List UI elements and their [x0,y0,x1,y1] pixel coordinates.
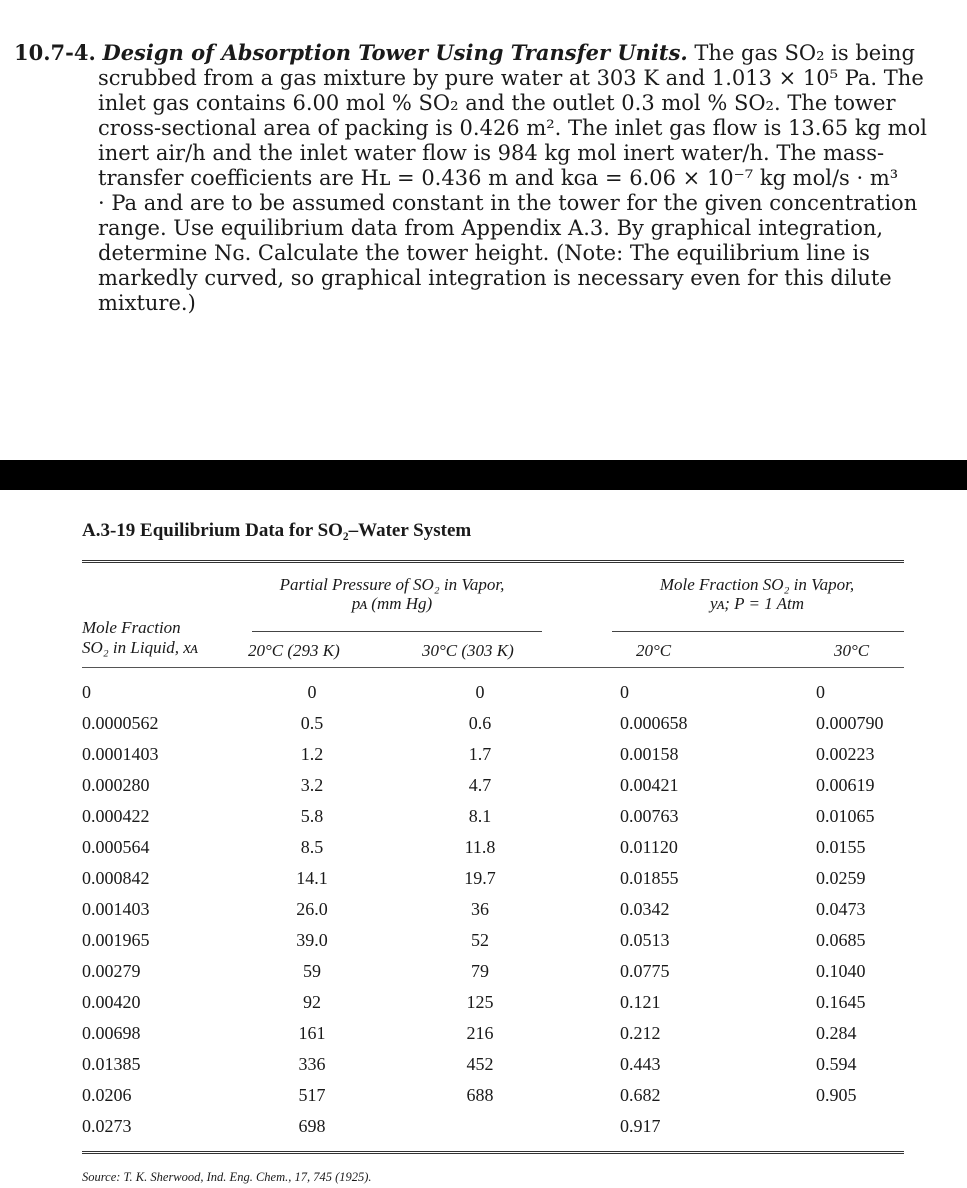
table-source: Source: T. K. Sherwood, Ind. Eng. Chem., 17, 745 (1925). [82,1170,372,1184]
table-cell: 0.0000562 [82,713,159,733]
header-liquid-line2: SO₂ in Liquid, xᴀ [82,638,198,657]
table-cell: 8.5 [300,837,324,857]
table-cell: 0.917 [620,1116,661,1136]
header-mf-30c: 30°C [834,641,870,660]
table-cell: 0.0513 [620,930,670,950]
table-cell: 0.0259 [816,868,866,888]
table-cell: 0.0342 [620,899,670,919]
table-cell: 36 [471,899,489,919]
table-cell: 39.0 [296,930,328,950]
header-pp-group-line1: Partial Pressure of SO₂ in Vapor, [279,575,505,594]
table-cell: 0.594 [816,1054,857,1074]
table-cell: 0.00619 [816,775,875,795]
table-cell: 0 [475,682,485,702]
table-cell: 0.0473 [816,899,866,919]
table-cell: 0.682 [620,1085,661,1105]
table-row [82,926,904,957]
problem-text-line: range. Use equilibrium data from Appendix A.3. By graphical integration, [98,216,884,240]
black-divider-band [0,460,967,490]
table-cell: 0.00420 [82,992,141,1012]
table-cell: 79 [471,961,489,981]
problem-body [14,66,949,316]
problem-text-line: scrubbed from a gas mixture by pure water at 303 K and 1.013 × 10⁵ Pa. The [98,66,924,90]
table-cell: 125 [466,992,494,1012]
table-row [82,1112,904,1143]
table-cell: 0.443 [620,1054,661,1074]
table-cell: 0.01855 [620,868,679,888]
table-row [82,864,904,895]
table-cell: 0.000790 [816,713,884,733]
table-cell: 0 [307,682,317,702]
table-cell: 0.0206 [82,1085,132,1105]
table-row [82,833,904,864]
table-cell: 0.0273 [82,1116,132,1136]
problem-text-line: mixture.) [98,291,196,315]
table-cell: 0.001403 [82,899,150,919]
table-cell: 0.01385 [82,1054,141,1074]
table-header-rule [82,667,904,668]
table-cell: 0.1645 [816,992,866,1012]
table-cell: 0.01120 [620,837,678,857]
table-cell: 0.212 [620,1023,661,1043]
table-cell: 0.00223 [816,744,875,764]
problem-text-line: determine Nɢ. Calculate the tower height. (Note: The equilibrium line is [98,241,870,265]
table-row [82,709,904,740]
header-mf-20c: 20°C [636,641,672,660]
table-cell: 517 [298,1085,326,1105]
header-liquid-line1: Mole Fraction [82,618,181,637]
table-cell: 1.2 [300,744,324,764]
table-cell: 0.5 [300,713,324,733]
table-cell: 1.7 [468,744,492,764]
table-cell: 26.0 [296,899,328,919]
table-cell: 688 [466,1085,494,1105]
table-cell: 3.2 [300,775,324,795]
table-cell: 0.00158 [620,744,679,764]
table-header [82,563,904,667]
table-cell: 5.8 [300,806,324,826]
header-mf-group-line2: yᴀ; P = 1 Atm [709,594,805,613]
problem-text-line: The gas SO₂ is being [694,41,915,65]
table-cell: 336 [298,1054,326,1074]
problem-title: Design of Absorption Tower Using Transfer Units. [102,40,688,65]
table-cell: 0.6 [468,713,492,733]
table-cell: 0.000280 [82,775,150,795]
problem-text-line: markedly curved, so graphical integration is necessary even for this dilute [98,266,892,290]
table-cell: 0.0001403 [82,744,159,764]
table-row [82,1081,904,1112]
table-cell: 92 [303,992,321,1012]
header-pp-30c: 30°C (303 K) [422,641,514,660]
table-row [82,771,904,802]
header-mf-group-line1: Mole Fraction SO₂ in Vapor, [659,575,855,594]
equilibrium-table [82,520,904,1185]
problem-statement [14,40,949,316]
table-cell: 452 [466,1054,494,1074]
table-body [82,678,904,1143]
problem-text-line: · Pa and are to be assumed constant in the tower for the given concentration [98,191,918,215]
table-cell: 19.7 [464,868,496,888]
table-cell: 4.7 [468,775,492,795]
table-row [82,1019,904,1050]
table-cell: 0 [620,682,629,702]
table-caption: A.3-19 Equilibrium Data for SO₂–Water System [82,520,472,541]
table-cell: 216 [466,1023,494,1043]
table-cell: 0.000842 [82,868,150,888]
table-cell: 0 [82,682,91,702]
table-cell: 14.1 [296,868,328,888]
table-row [82,895,904,926]
problem-text-line: cross-sectional area of packing is 0.426 m². The inlet gas flow is 13.65 kg mol [98,116,927,140]
table-cell: 0.000564 [82,837,150,857]
table-cell: 698 [298,1116,326,1136]
table-cell: 0.00698 [82,1023,141,1043]
table-row [82,957,904,988]
table-cell: 0.905 [816,1085,857,1105]
table-cell: 0.0155 [816,837,866,857]
table-cell: 11.8 [464,837,496,857]
problem-first-line [14,40,949,66]
table-cell: 0.00763 [620,806,679,826]
table-cell: 0.284 [816,1023,857,1043]
problem-text-line: transfer coefficients are Hʟ = 0.436 m and kɢa = 6.06 × 10⁻⁷ kg mol/s · m³ [98,166,899,190]
table-bottom-rule [82,1151,904,1154]
table-cell: 59 [303,961,321,981]
table-cell: 0.01065 [816,806,875,826]
problem-text-line: inlet gas contains 6.00 mol % SO₂ and the outlet 0.3 mol % SO₂. The tower [98,91,896,115]
problem-number: 10.7-4. [14,40,96,65]
table-row [82,678,904,709]
table-cell: 8.1 [468,806,492,826]
problem-text-line: inert air/h and the inlet water flow is 984 kg mol inert water/h. The mass- [98,141,885,165]
table-cell: 0.121 [620,992,661,1012]
table-row [82,1050,904,1081]
header-pp-group-line2: pᴀ (mm Hg) [351,594,433,613]
table-row [82,740,904,771]
table-cell: 0.001965 [82,930,150,950]
table-row [82,802,904,833]
table-cell: 161 [298,1023,326,1043]
header-pp-20c: 20°C (293 K) [248,641,340,660]
table-cell: 0.0685 [816,930,866,950]
table-cell: 0.000422 [82,806,150,826]
table-cell: 52 [471,930,489,950]
table-cell: 0.00279 [82,961,141,981]
table-cell: 0 [816,682,825,702]
header-pp-rule [252,631,542,632]
header-mf-rule [612,631,904,632]
table-cell: 0.000658 [620,713,688,733]
table-cell: 0.1040 [816,961,866,981]
table-cell: 0.00421 [620,775,679,795]
table-cell: 0.0775 [620,961,670,981]
table-row [82,988,904,1019]
